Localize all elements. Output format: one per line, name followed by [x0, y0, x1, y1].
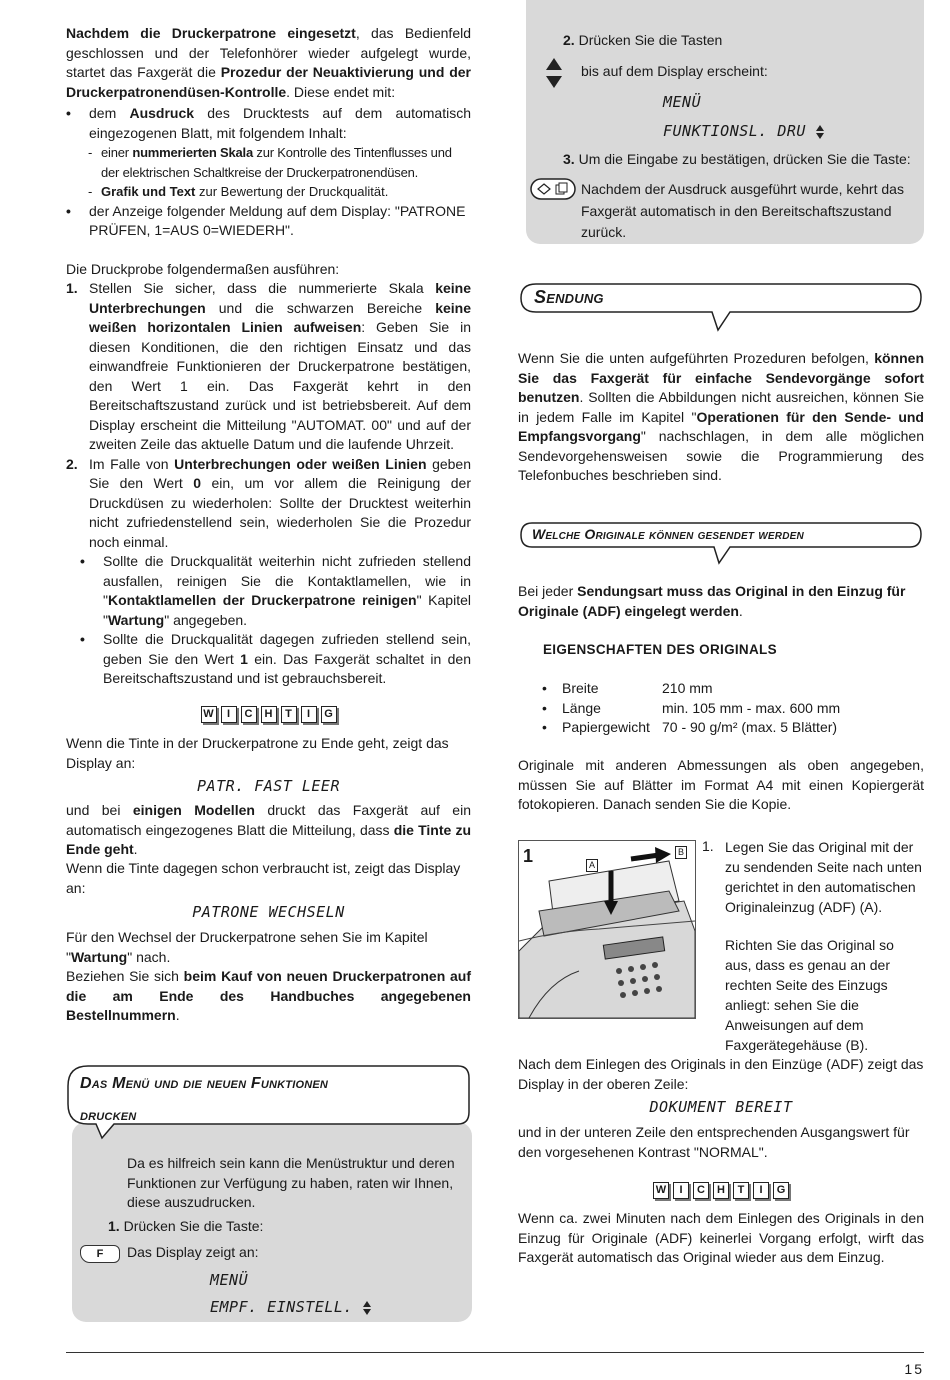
right-step2: 2. Drücken Sie die Tasten	[563, 32, 723, 48]
list-item: • Länge min. 105 mm - max. 600 mm	[542, 699, 841, 716]
einlegen-text: Nach dem Einlegen des Originals in den Einzüge (ADF) zeigt das Display in der oberen Zeile:	[518, 1056, 924, 1092]
result-list	[66, 104, 471, 241]
f-key-icon: F	[80, 1245, 120, 1263]
lcd-dokument: DOKUMENT BEREIT	[649, 1098, 793, 1116]
up-down-arrow-icon	[363, 1301, 371, 1315]
tinte-text: Wenn die Tinte in der Druckerpatrone zu Ende geht, zeigt das Display an:	[66, 735, 449, 771]
section-title-welche	[518, 521, 924, 571]
probe-steps	[66, 279, 471, 689]
list-item: 2. Im Falle von Unterbrechungen oder weißen Linien geben Sie den Wert 0 ein, um vor allem die Reinigung der Druckdüsen zu wiederholen: Sollte der Drucktest weiterhin nicht zufriedenstellend sein, wiederholen Sie die Prozedur noch einmal.	[66, 455, 472, 550]
display-zeigt: Das Display zeigt an:	[127, 1244, 259, 1260]
list-item: • Papiergewicht 70 - 90 g/m² (max. 5 Blätter)	[542, 719, 838, 735]
list-item: 1. Stellen Sie sicher, dass die nummerierte Skala keine Unterbrechungen und die schwarzen Bereiche keine weißen horizontalen Linien aufweisen: Geben Sie in diesen Konditionen, die den richtigen Einsatz und das einwandfreie Funktionieren der Druckerpatrone bestätigen, den Wert 1 ein. Das Faxgerät kehrt in den Bereitschaftszustand zurück und ist betriebsbereit. Auf dem Display erscheint die Mitteilung "AUTOMAT. 00" und auf der zweiten Zeile das aktuelle Datum und die laufende Uhrzeit.	[66, 280, 471, 452]
lcd-menu-right: MENÜ	[663, 93, 702, 111]
probe-intro: Die Druckprobe folgendermaßen ausführen:	[66, 261, 340, 277]
up-down-keys-icon	[546, 58, 562, 88]
page-number: 15	[904, 1361, 924, 1377]
list-item: • Sollte die Druckqualität dagegen zufrieden stellend sein, geben Sie den Wert 1 ein. Das Faxgerät schaltet in den Bereitschaftszustand und ist gebrauchsbereit.	[80, 631, 471, 686]
figure-label-b: B	[675, 846, 687, 859]
zwei-minuten-text: Wenn ca. zwei Minuten nach dem Einlegen des Originals in den Einzug für Originale (ADF) keinerlei Vorgang erfolgt, wirft das Faxgerät automatisch das Original wieder aus dem Einzug.	[518, 1210, 924, 1265]
figure-label-a: A	[586, 859, 598, 872]
spec-list	[542, 679, 922, 738]
section-title-line1: Das Menü und die neuen Funktionen	[80, 1075, 329, 1092]
legen-item: 1. Legen Sie das Original mit der zu sendenden Seite nach unten gerichtet in den automatischen Originaleinzug (ADF) (A).	[702, 838, 922, 915]
menu-step1: 1. Drücken Sie die Taste:	[108, 1218, 264, 1234]
welche-title: Welche Originale können gesendet werden	[532, 526, 804, 542]
list-item: - Grafik und Text zur Bewertung der Druckqualität.	[88, 184, 389, 199]
section-title-line2: drucken	[80, 1107, 137, 1124]
lcd-empf-line	[210, 1298, 371, 1318]
list-item: • Breite 210 mm	[542, 680, 713, 696]
sendung-text: Wenn Sie die unten aufgeführten Prozeduren befolgen, können Sie das Faxgerät für einfache Sendevorgänge sofort benutzen. Sollten die Abbildungen nicht ausreichen, können Sie in jedem Falle im Kapitel "Operationen für den Sende- und Empfangsvorgang" nachschlagen, in dem alle möglichen Sendevorgehensweisen sowie die Programmierung des Telefonbuches beschrieben sind.	[518, 350, 924, 483]
right-step3: 3. Um die Eingabe zu bestätigen, drücken Sie die Taste:	[563, 151, 911, 167]
right-step2b: bis auf dem Display erscheint:	[581, 63, 768, 79]
fax-adf-illustration	[518, 840, 696, 1019]
list-item: • der Anzeige folgender Meldung auf dem Display: "PATRONE PRÜFEN, 1=AUS 0=WIEDERH".	[66, 202, 466, 238]
eig-title: EIGENSCHAFTEN DES ORIGINALS	[543, 642, 777, 657]
section-title-menue	[66, 1064, 472, 1144]
start-copy-key-icon	[530, 178, 576, 200]
menu-intro: Da es hilfreich sein kann die Menüstruktur und deren Funktionen zur Verfügung zu haben, raten wir Ihnen, diese auszudrucken.	[127, 1155, 455, 1210]
fax-machine-drawing	[519, 841, 695, 1018]
kontrast-text: und in der unteren Zeile den entsprechenden Ausgangswert für den vorgesehenen Kontrast "NORMAL".	[518, 1124, 910, 1160]
lcd-wechseln: PATRONE WECHSELN	[192, 903, 345, 921]
list-item: • dem Ausdruck des Drucktests auf dem automatisch eingezogenen Blatt, mit folgendem Inhalt:	[66, 105, 471, 141]
list-item: • Sollte die Druckqualität weiterhin nicht zufrieden stellend ausfallen, reinigen Sie die Kontaktlamellen, wie in "Kontaktlamellen der Druckerpatrone reinigen" Kapitel "Wartung" angegeben.	[80, 553, 471, 628]
right-step3-text: Nachdem der Ausdruck ausgeführt wurde, kehrt das Faxgerät automatisch in den Bereitschaftszustand zurück.	[581, 181, 904, 240]
section-title-sendung	[518, 282, 924, 342]
up-down-arrow-icon	[816, 125, 824, 139]
wechsel-text: Für den Wechsel der Druckerpatrone sehen Sie im Kapitel "Wartung" nach.	[66, 929, 428, 965]
intro-paragraph: Nachdem die Druckerpatrone eingesetzt, das Bedienfeld geschlossen und der Telefonhörer wieder aufgelegt wurde, startet das Faxgerät die Prozedur der Neuaktivierung und der Druckerpatronendüsen-Kontrolle. Diese endet mit:	[66, 25, 471, 100]
kauf-text: Beziehen Sie sich beim Kauf von neuen Druckerpatronen auf die am Ende des Handbuches angegebenen Bestellnummern.	[66, 968, 471, 1023]
list-item: - einer nummerierten Skala zur Kontrolle des Tintenflusses und der elektrischen Schaltkreise der Druckerpatronendüsen.	[88, 145, 452, 180]
lcd-funkt-line	[663, 122, 824, 142]
wichtig-label: W I C H T I G	[518, 1182, 924, 1199]
abmessungen-text: Originale mit anderen Abmessungen als oben angegeben, müssen Sie auf Blätter im Format A4 mit einen Kopiergerät fotokopieren. Danach senden Sie die Kopie.	[518, 757, 924, 812]
sendung-title: Sendung	[534, 287, 604, 307]
richten-text: Richten Sie das Original so aus, dass es genau an der rechten Seite des Einzugs anliegt: sehen Sie die Anweisungen auf dem Faxgerätegehäuse (B).	[725, 937, 894, 1053]
lcd-funkt: FUNKTIONSL. DRU	[663, 122, 806, 140]
figure-number: 1	[523, 846, 534, 866]
jeder-text: Bei jeder Sendungsart muss das Original in den Einzug für Originale (ADF) eingelegt werden.	[518, 583, 906, 619]
lcd-empf: EMPF. EINSTELL.	[210, 1298, 353, 1316]
lcd-fast-leer: PATR. FAST LEER	[197, 777, 340, 795]
verbraucht-text: Wenn die Tinte dagegen schon verbraucht ist, zeigt das Display an:	[66, 860, 461, 896]
modelle-text: und bei einigen Modellen druckt das Faxgerät auf ein automatisch eingezogenes Blatt die Mitteilung, dass die Tinte zu Ende geht.	[66, 802, 471, 857]
footer-rule	[66, 1352, 924, 1353]
wichtig-label: W I C H T I G	[66, 706, 471, 723]
lcd-menu-left: MENÜ	[210, 1271, 249, 1289]
